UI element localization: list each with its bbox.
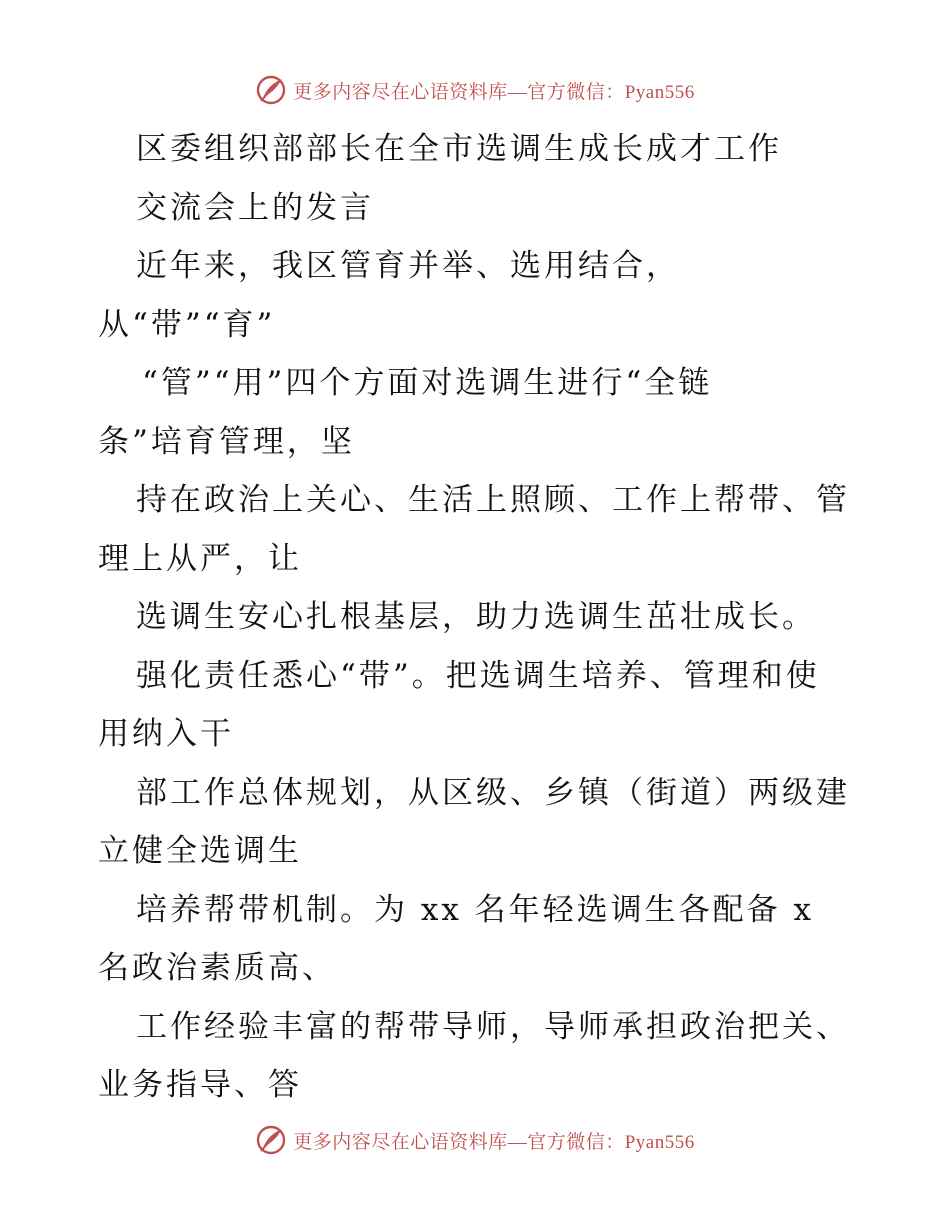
- text-line: 从“带”“育”: [98, 306, 276, 343]
- footer-watermark: [0, 1120, 950, 1160]
- text-line: 用纳入干: [98, 716, 234, 752]
- watermark-text: 更多内容尽在心语资料库—官方微信：Pyan556: [293, 1131, 695, 1153]
- text-line: 强化责任悉心“带”。把选调生培养、管理和使: [136, 657, 820, 694]
- text-line: 部工作总体规划，从区级、乡镇（街道）两级建: [136, 774, 850, 811]
- text-line: 业务指导、答: [98, 1067, 302, 1103]
- text-line: 立健全选调生: [98, 833, 302, 869]
- text-line: 理上从严，让: [98, 540, 302, 577]
- text-line: 培养帮带机制。为 xx 名年轻选调生各配备 x: [136, 891, 815, 928]
- text-line: 交流会上的发言: [136, 189, 374, 226]
- watermark-text: 更多内容尽在心语资料库—官方微信：Pyan556: [293, 81, 695, 103]
- text-line: “管”“用”四个方面对选调生进行“全链: [142, 365, 713, 401]
- text-line: 工作经验丰富的帮带导师，导师承担政治把关、: [136, 1008, 850, 1045]
- text-line: 名政治素质高、: [98, 950, 336, 986]
- text-line: 区委组织部部长在全市选调生成长成才工作: [136, 131, 782, 167]
- text-line: 持在政治上关心、生活上照顾、工作上帮带、管: [136, 482, 850, 518]
- text-line: 条”培育管理，坚: [98, 423, 355, 460]
- feather-quill-icon: [255, 1124, 287, 1156]
- header-watermark: [0, 70, 950, 110]
- feather-quill-icon: [255, 74, 287, 106]
- text-line: 选调生安心扎根基层，助力选调生茁壮成长。: [136, 599, 816, 635]
- document-body: [98, 120, 858, 1115]
- text-line: 近年来，我区管育并举、选用结合，: [136, 248, 680, 284]
